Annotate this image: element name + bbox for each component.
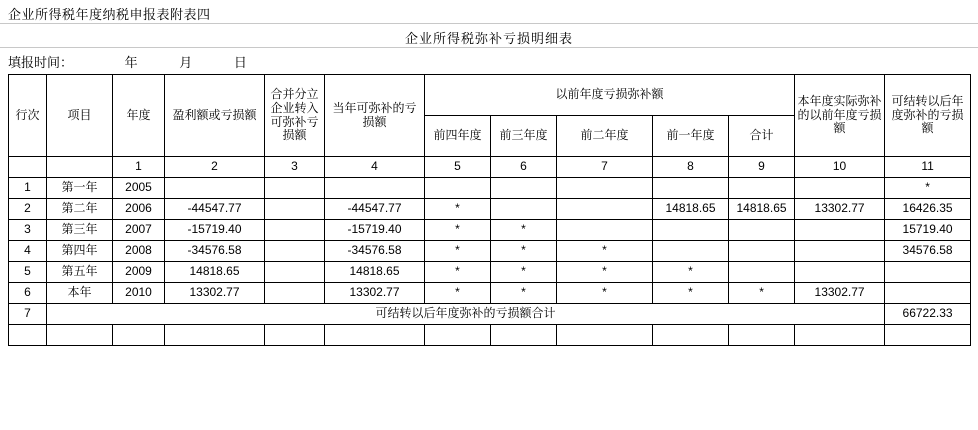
header-year: 年度 [113,75,165,157]
total-row-label: 可结转以后年度弥补的亏损额合计 [47,304,885,325]
cell-c3 [265,220,325,241]
cell-c11: 16426.35 [885,199,971,220]
form-header-label: 企业所得税年度纳税申报表附表四 [8,7,211,22]
table-row [9,178,971,199]
header-row-no: 行次 [9,75,47,157]
cell-c11: 15719.40 [885,220,971,241]
cell-c11 [885,262,971,283]
cell-c5 [425,178,491,199]
colnum-4: 4 [325,157,425,178]
header-prior2: 前二年度 [557,116,653,157]
header-prior3: 前三年度 [491,116,557,157]
blank-cell [9,325,47,346]
cell-row-no: 2 [9,199,47,220]
colnum-11: 11 [885,157,971,178]
cell-year: 2007 [113,220,165,241]
cell-c9: * [729,283,795,304]
fill-time-row [8,52,247,71]
header-prior4: 前四年度 [425,116,491,157]
cell-c10 [795,241,885,262]
cell-row-no: 6 [9,283,47,304]
blank-cell [113,325,165,346]
blank-cell [557,325,653,346]
header-item: 项目 [47,75,113,157]
blank-cell [795,325,885,346]
cell-c9 [729,241,795,262]
cell-c9 [729,262,795,283]
cell-c10 [795,262,885,283]
cell-c9 [729,178,795,199]
header-prior-years-group: 以前年度亏损弥补额 [425,75,795,116]
column-number-row [9,157,971,178]
cell-c3 [265,199,325,220]
cell-c10 [795,220,885,241]
blank-cell [885,325,971,346]
table-row [9,220,971,241]
day-unit-label: 日 [233,55,247,70]
total-row-no: 7 [9,304,47,325]
cell-c6: * [491,283,557,304]
cell-c8 [653,241,729,262]
cell-row-no: 5 [9,262,47,283]
cell-c3 [265,283,325,304]
table-header-row [9,75,971,116]
cell-item: 第四年 [47,241,113,262]
cell-c2: -15719.40 [165,220,265,241]
cell-c3 [265,241,325,262]
table-blank-row [9,325,971,346]
cell-c8: 14818.65 [653,199,729,220]
cell-c11: * [885,178,971,199]
cell-c7: * [557,241,653,262]
header-actual-covered-prior-loss: 本年度实际弥补的以前年度亏损额 [795,75,885,157]
cell-c8: * [653,283,729,304]
cell-c10: 13302.77 [795,283,885,304]
table-row [9,241,971,262]
blank-cell [653,325,729,346]
cell-c7 [557,220,653,241]
header-merge-split-transfer: 合并分立企业转入可弥补亏损额 [265,75,325,157]
cell-c2: -34576.58 [165,241,265,262]
cell-year: 2006 [113,199,165,220]
cell-c5: * [425,220,491,241]
cell-year: 2010 [113,283,165,304]
cell-c5: * [425,199,491,220]
cell-c5: * [425,241,491,262]
colnum-5: 5 [425,157,491,178]
cell-item: 第一年 [47,178,113,199]
cell-c2: 14818.65 [165,262,265,283]
cell-c9 [729,220,795,241]
header-profit-or-loss: 盈利额或亏损额 [165,75,265,157]
month-unit-label: 月 [179,55,193,70]
colnum-7: 7 [557,157,653,178]
cell-year: 2009 [113,262,165,283]
colnum-2: 2 [165,157,265,178]
cell-c9: 14818.65 [729,199,795,220]
cell-c4: -34576.58 [325,241,425,262]
header-carry-forward-loss: 可结转以后年度弥补的亏损额 [885,75,971,157]
cell-item: 第二年 [47,199,113,220]
cell-row-no: 4 [9,241,47,262]
colnum-blank-1 [9,157,47,178]
cell-c8 [653,220,729,241]
cell-c4: 14818.65 [325,262,425,283]
cell-c7 [557,199,653,220]
cell-c8: * [653,262,729,283]
table-row [9,199,971,220]
cell-c3 [265,178,325,199]
colnum-9: 9 [729,157,795,178]
blank-cell [425,325,491,346]
header-divider [0,23,978,24]
cell-row-no: 3 [9,220,47,241]
cell-c4: 13302.77 [325,283,425,304]
header-prior1: 前一年度 [653,116,729,157]
cell-c8 [653,178,729,199]
cell-c5: * [425,262,491,283]
cell-c3 [265,262,325,283]
blank-cell [47,325,113,346]
blank-cell [165,325,265,346]
cell-c4: -15719.40 [325,220,425,241]
colnum-1: 1 [113,157,165,178]
cell-c6 [491,199,557,220]
cell-c6: * [491,241,557,262]
cell-item: 本年 [47,283,113,304]
cell-c7 [557,178,653,199]
page-title: 企业所得税弥补亏损明细表 [404,31,573,46]
header-subtotal: 合计 [729,116,795,157]
blank-cell [265,325,325,346]
colnum-10: 10 [795,157,885,178]
cell-c6 [491,178,557,199]
cell-c6: * [491,220,557,241]
cell-year: 2008 [113,241,165,262]
cell-c2: 13302.77 [165,283,265,304]
cell-c2: -44547.77 [165,199,265,220]
fill-time-label: 填报时间： [8,55,74,70]
cell-c10: 13302.77 [795,199,885,220]
cell-c2 [165,178,265,199]
cell-c7: * [557,262,653,283]
loss-coverage-table [8,74,971,346]
total-row-value: 66722.33 [885,304,971,325]
cell-c6: * [491,262,557,283]
cell-year: 2005 [113,178,165,199]
table-total-row [9,304,971,325]
colnum-6: 6 [491,157,557,178]
cell-item: 第三年 [47,220,113,241]
title-divider [0,47,978,48]
blank-cell [729,325,795,346]
cell-row-no: 1 [9,178,47,199]
cell-c4: -44547.77 [325,199,425,220]
table-row [9,283,971,304]
cell-c10 [795,178,885,199]
cell-item: 第五年 [47,262,113,283]
cell-c11: 34576.58 [885,241,971,262]
colnum-3: 3 [265,157,325,178]
year-unit-label: 年 [124,55,138,70]
table-row [9,262,971,283]
colnum-8: 8 [653,157,729,178]
blank-cell [491,325,557,346]
colnum-blank-2 [47,157,113,178]
blank-cell [325,325,425,346]
header-current-year-coverable-loss: 当年可弥补的亏损额 [325,75,425,157]
cell-c7: * [557,283,653,304]
cell-c11 [885,283,971,304]
cell-c4 [325,178,425,199]
cell-c5: * [425,283,491,304]
